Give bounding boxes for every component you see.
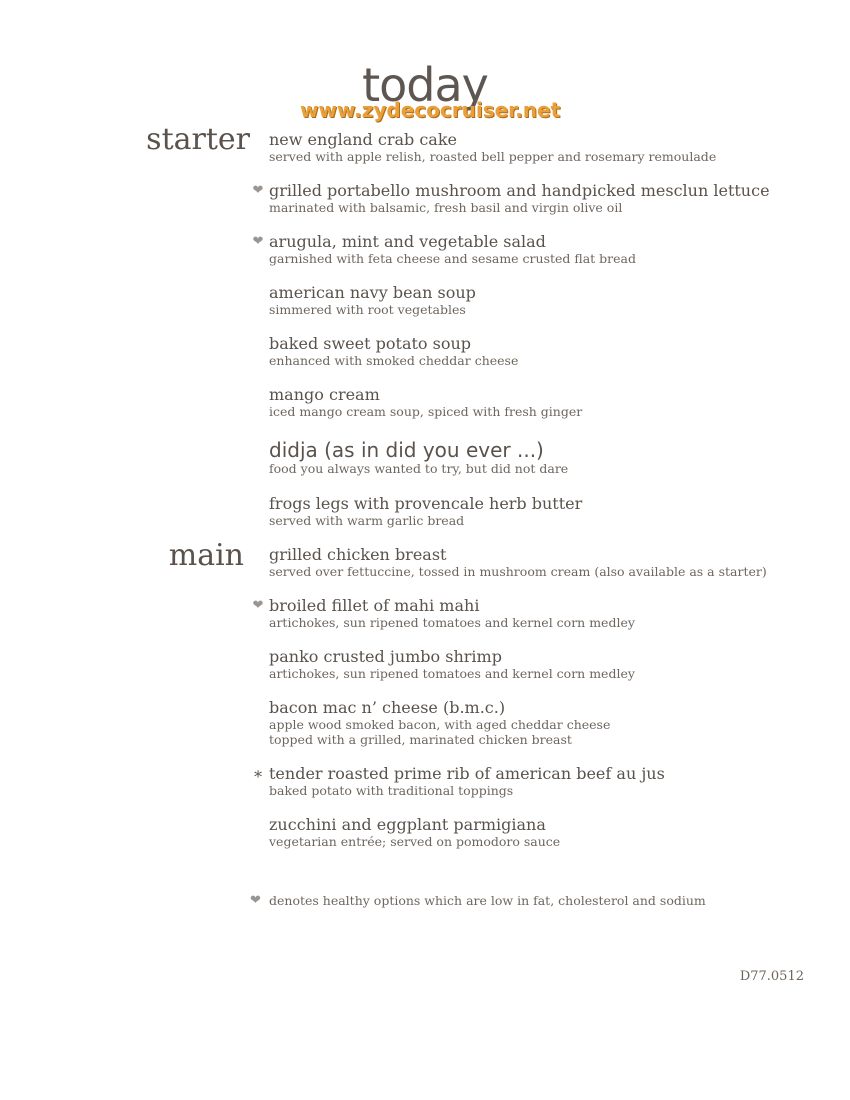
menu-item xyxy=(269,334,829,368)
menu-item xyxy=(269,130,829,164)
item-description: artichokes, sun ripened tomatoes and kernel corn medley xyxy=(269,615,635,630)
item-description: baked potato with traditional toppings xyxy=(269,783,514,798)
section-starter: starter xyxy=(146,122,250,157)
item-name: grilled portabello mushroom and handpicked mesclun lettuce xyxy=(269,181,770,200)
heart-icon: ❤ xyxy=(252,234,264,249)
item-name: grilled chicken breast xyxy=(269,545,447,564)
item-description: simmered with root vegetables xyxy=(269,302,466,317)
menu-item xyxy=(269,545,829,579)
menu-item xyxy=(252,232,829,266)
item-description: served with warm garlic bread xyxy=(269,513,465,528)
item-description: marinated with balsamic, fresh basil and virgin olive oil xyxy=(269,200,623,215)
item-name: mango cream xyxy=(269,385,380,404)
item-name: broiled fillet of mahi mahi xyxy=(269,596,480,615)
item-name: new england crab cake xyxy=(269,130,457,149)
item-name: zucchini and eggplant parmigiana xyxy=(269,815,546,834)
menu-item xyxy=(269,439,829,476)
menu-title: today xyxy=(362,58,488,112)
menu-item xyxy=(269,494,829,528)
item-description: garnished with feta cheese and sesame crusted flat bread xyxy=(269,251,636,266)
item-name: american navy bean soup xyxy=(269,283,476,302)
item-name: frogs legs with provencale herb butter xyxy=(269,494,583,513)
menu-item xyxy=(269,698,829,747)
footnote: denotes healthy options which are low in fat, cholesterol and sodium xyxy=(269,893,706,908)
item-name: didja (as in did you ever ...) xyxy=(269,438,544,462)
item-name: baked sweet potato soup xyxy=(269,334,472,353)
menu-item xyxy=(269,815,829,849)
item-description: iced mango cream soup, spiced with fresh ginger xyxy=(269,404,583,419)
item-description: food you always wanted to try, but did not dare xyxy=(269,461,569,476)
item-description: apple wood smoked bacon, with aged cheddar cheese xyxy=(269,717,611,732)
item-description: topped with a grilled, marinated chicken breast xyxy=(269,732,572,747)
menu-item xyxy=(252,596,829,630)
heart-icon: ❤ xyxy=(250,893,261,908)
item-name: arugula, mint and vegetable salad xyxy=(269,232,546,251)
menu-item xyxy=(269,385,829,419)
menu-item xyxy=(252,764,829,798)
menu-code: D77.0512 xyxy=(739,969,804,984)
asterisk-icon: ∗ xyxy=(252,764,264,783)
heart-icon: ❤ xyxy=(252,183,264,198)
item-name: bacon mac n’ cheese (b.m.c.) xyxy=(269,698,506,717)
item-description: artichokes, sun ripened tomatoes and kernel corn medley xyxy=(269,666,635,681)
item-description: enhanced with smoked cheddar cheese xyxy=(269,353,519,368)
menu-item xyxy=(269,283,829,317)
section-main: main xyxy=(168,538,244,573)
menu-item xyxy=(269,647,829,681)
item-description: served over fettuccine, tossed in mushroom cream (also available as a starter) xyxy=(269,564,767,579)
item-name: tender roasted prime rib of american beef au jus xyxy=(269,764,665,783)
item-name: panko crusted jumbo shrimp xyxy=(269,647,502,666)
menu-item xyxy=(252,181,829,215)
watermark: www.zydecocruiser.net xyxy=(300,98,561,122)
item-description: served with apple relish, roasted bell pepper and rosemary remoulade xyxy=(269,149,717,164)
heart-icon: ❤ xyxy=(252,598,264,613)
item-description: vegetarian entrée; served on pomodoro sauce xyxy=(269,834,561,849)
